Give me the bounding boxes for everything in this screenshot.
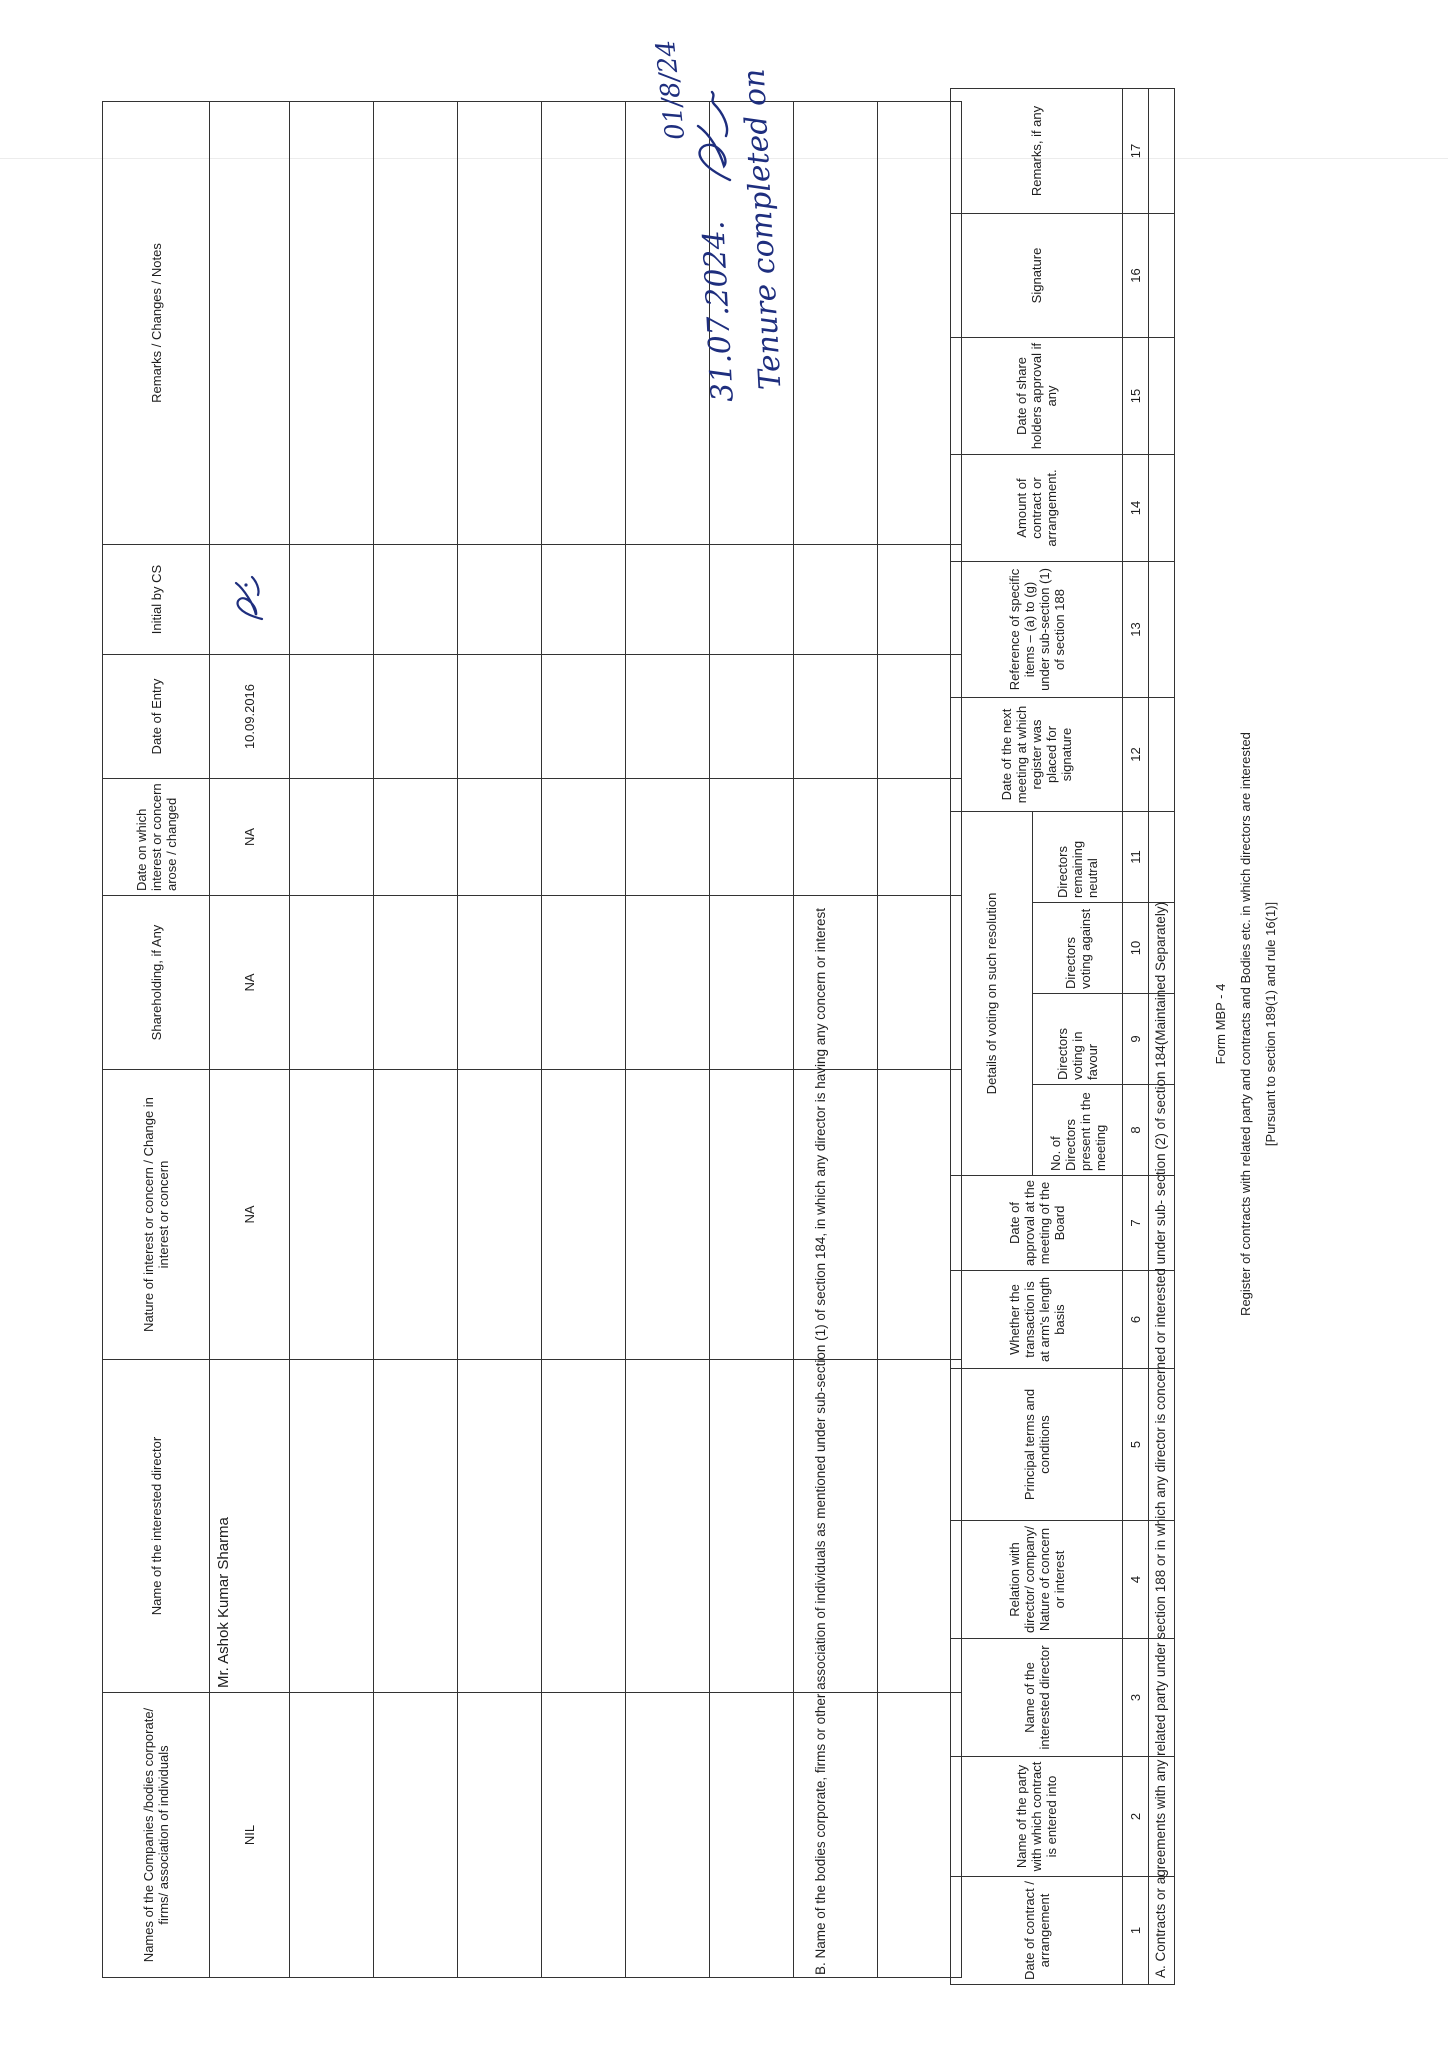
- empty-cell: [458, 1693, 542, 1978]
- empty-cell: [794, 1360, 878, 1693]
- empty-cell: [878, 102, 962, 545]
- col-number: 9: [1123, 994, 1149, 1085]
- empty-cell: [374, 1070, 458, 1360]
- col-date-of-entry: Date of Entry: [103, 655, 210, 779]
- empty-cell: [710, 1070, 794, 1360]
- handwritten-date: 01/8/24: [650, 38, 692, 142]
- empty-cell: [710, 1360, 794, 1693]
- empty-cell: [290, 779, 374, 896]
- col-companies: Names of the Companies /bodies corporate/ firms/ association of individuals: [103, 1693, 210, 1978]
- remark-handwritten-cell: [210, 102, 290, 545]
- col-number: 4: [1123, 1521, 1149, 1639]
- empty-cell: [1149, 1757, 1175, 1877]
- empty-cell: [878, 545, 962, 655]
- section-b-register: [102, 101, 962, 1978]
- empty-cell: [626, 779, 710, 896]
- col-number: 10: [1123, 903, 1149, 994]
- empty-cell: [1149, 1877, 1175, 1985]
- empty-cell: [290, 1360, 374, 1693]
- initial-signature-icon: [228, 570, 272, 630]
- col-party-name: Name of the party with which contract is entered into: [951, 1757, 1123, 1877]
- empty-cell: [1149, 562, 1175, 698]
- empty-cell: [542, 896, 626, 1070]
- col-number: 16: [1123, 214, 1149, 338]
- section-a-register: [950, 88, 1175, 1985]
- empty-cell: [710, 655, 794, 779]
- empty-cell: [710, 896, 794, 1070]
- col-shareholding: Shareholding, if Any: [103, 896, 210, 1070]
- col-board-approval-date: Date of approval at the meeting of the Board: [951, 1176, 1123, 1271]
- col-number: 7: [1123, 1176, 1149, 1271]
- empty-cell: [794, 1070, 878, 1360]
- col-amount: Amount of contract or arrangement.: [951, 455, 1123, 562]
- col-date-of-contract: Date of contract / arrangement: [951, 1877, 1123, 1985]
- col-number: 15: [1123, 338, 1149, 455]
- col-number: 5: [1123, 1369, 1149, 1521]
- empty-cell: [1149, 812, 1175, 903]
- empty-cell: [1149, 214, 1175, 338]
- empty-cell: [878, 1070, 962, 1360]
- empty-cell: [458, 1070, 542, 1360]
- empty-cell: [1149, 1369, 1175, 1521]
- empty-cell: [710, 545, 794, 655]
- empty-cell: [542, 1070, 626, 1360]
- cs-initial: [210, 545, 290, 655]
- empty-cell: [290, 102, 374, 545]
- form-name: Form MBP - 4: [1213, 983, 1228, 1065]
- empty-cell: [710, 1693, 794, 1978]
- empty-cell: [542, 545, 626, 655]
- empty-cell: [626, 1360, 710, 1693]
- col-number: 11: [1123, 812, 1149, 903]
- col-shareholder-approval: Date of share holders approval if any: [951, 338, 1123, 455]
- empty-cell: [710, 779, 794, 896]
- empty-cell: [374, 896, 458, 1070]
- handwritten-signature-icon: [690, 86, 746, 186]
- pursuant-note: [Pursuant to section 189(1) and rule 16(1)]: [1263, 901, 1278, 1147]
- empty-cell: [794, 102, 878, 545]
- empty-cell: [626, 1693, 710, 1978]
- col-initial-by-cs: Initial by CS: [103, 545, 210, 655]
- empty-cell: [1149, 89, 1175, 214]
- empty-cell: [878, 1360, 962, 1693]
- empty-cell: [794, 1693, 878, 1978]
- handwritten-remark-line2: 31.07.2024.: [696, 219, 741, 403]
- col-number: 8: [1123, 1085, 1149, 1176]
- empty-cell: [1149, 903, 1175, 994]
- empty-cell: [794, 779, 878, 896]
- col-principal-terms: Principal terms and conditions: [951, 1369, 1123, 1521]
- empty-cell: [542, 779, 626, 896]
- col-nature-of-interest: Nature of interest or concern / Change in interest or concern: [103, 1070, 210, 1360]
- empty-cell: [1149, 1176, 1175, 1271]
- empty-cell: [458, 102, 542, 545]
- empty-cell: [458, 896, 542, 1070]
- col-relation: Relation with director/ company/ Nature of concern or interest: [951, 1521, 1123, 1639]
- empty-cell: [626, 1070, 710, 1360]
- date-arose-value: NA: [210, 779, 290, 896]
- col-number: 2: [1123, 1757, 1149, 1877]
- col-directors-favour: Directors voting in favour: [1033, 994, 1123, 1085]
- empty-cell: [290, 1693, 374, 1978]
- empty-cell: [290, 655, 374, 779]
- col-next-meeting-date: Date of the next meeting at which register was placed for signature: [951, 698, 1123, 812]
- empty-cell: [374, 779, 458, 896]
- col-interested-director: Name of the interested director: [103, 1360, 210, 1693]
- handwritten-remark-line1: Tenure completed on: [736, 67, 789, 391]
- col-number: 17: [1123, 89, 1149, 214]
- register-title: Register of contracts with related party and contracts and Bodies etc. in which directors are interested: [1238, 732, 1253, 1316]
- empty-cell: [290, 545, 374, 655]
- empty-cell: [374, 655, 458, 779]
- date-of-entry-value: 10.09.2016: [210, 655, 290, 779]
- col-number: 12: [1123, 698, 1149, 812]
- empty-cell: [458, 545, 542, 655]
- empty-cell: [626, 896, 710, 1070]
- empty-cell: [374, 1360, 458, 1693]
- director-name: Mr. Ashok Kumar Sharma: [210, 1360, 290, 1693]
- empty-cell: [878, 896, 962, 1070]
- empty-cell: [878, 655, 962, 779]
- col-date-arose: Date on which interest or concern arose / changed: [103, 779, 210, 896]
- col-number: 1: [1123, 1877, 1149, 1985]
- empty-cell: [290, 896, 374, 1070]
- col-directors-neutral: Directors remaining neutral: [1033, 812, 1123, 903]
- empty-cell: [1149, 994, 1175, 1085]
- col-voting-details: Details of voting on such resolution: [951, 812, 1033, 1176]
- empty-cell: [458, 779, 542, 896]
- empty-cell: [626, 655, 710, 779]
- col-reference-items: Reference of specific items – (a) to (g) under sub-section (1) of section 188: [951, 562, 1123, 698]
- section-b-title: B. Name of the bodies corporate, firms or other association of individuals as mentioned under sub-section (1) of section 184, in which any director is having any concern or interest: [813, 907, 828, 1975]
- col-number: 3: [1123, 1639, 1149, 1757]
- empty-cell: [290, 1070, 374, 1360]
- empty-cell: [374, 1693, 458, 1978]
- col-remarks: Remarks, if any: [951, 89, 1123, 214]
- shareholding-value: NA: [210, 896, 290, 1070]
- company-name: NIL: [210, 1693, 290, 1978]
- empty-cell: [542, 1360, 626, 1693]
- nature-value: NA: [210, 1070, 290, 1360]
- empty-cell: [1149, 1271, 1175, 1369]
- empty-cell: [1149, 1085, 1175, 1176]
- col-number: 14: [1123, 455, 1149, 562]
- empty-cell: [542, 1693, 626, 1978]
- col-arms-length: Whether the transaction is at arm's length basis: [951, 1271, 1123, 1369]
- col-directors-against: Directors voting against: [1033, 903, 1123, 994]
- empty-cell: [542, 102, 626, 545]
- empty-cell: [374, 545, 458, 655]
- col-number: 13: [1123, 562, 1149, 698]
- empty-cell: [794, 655, 878, 779]
- empty-cell: [1149, 1521, 1175, 1639]
- col-number: 6: [1123, 1271, 1149, 1369]
- col-directors-present: No. of Directors present in the meeting: [1033, 1085, 1123, 1176]
- col-signature: Signature: [951, 214, 1123, 338]
- empty-cell: [794, 896, 878, 1070]
- col-remarks: Remarks / Changes / Notes: [103, 102, 210, 545]
- empty-cell: [1149, 698, 1175, 812]
- section-a-title: A. Contracts or agreements with any related party under section 188 or in which any director is concerned or interested under sub- section (2) of section 184(Maintained Separately): [1153, 901, 1168, 1978]
- empty-cell: [626, 545, 710, 655]
- empty-cell: [542, 655, 626, 779]
- empty-cell: [458, 1360, 542, 1693]
- empty-cell: [1149, 338, 1175, 455]
- empty-cell: [878, 779, 962, 896]
- empty-cell: [878, 1693, 962, 1978]
- empty-cell: [794, 545, 878, 655]
- empty-cell: [1149, 1639, 1175, 1757]
- col-interested-director: Name of the interested director: [951, 1639, 1123, 1757]
- empty-cell: [374, 102, 458, 545]
- empty-cell: [458, 655, 542, 779]
- empty-cell: [1149, 455, 1175, 562]
